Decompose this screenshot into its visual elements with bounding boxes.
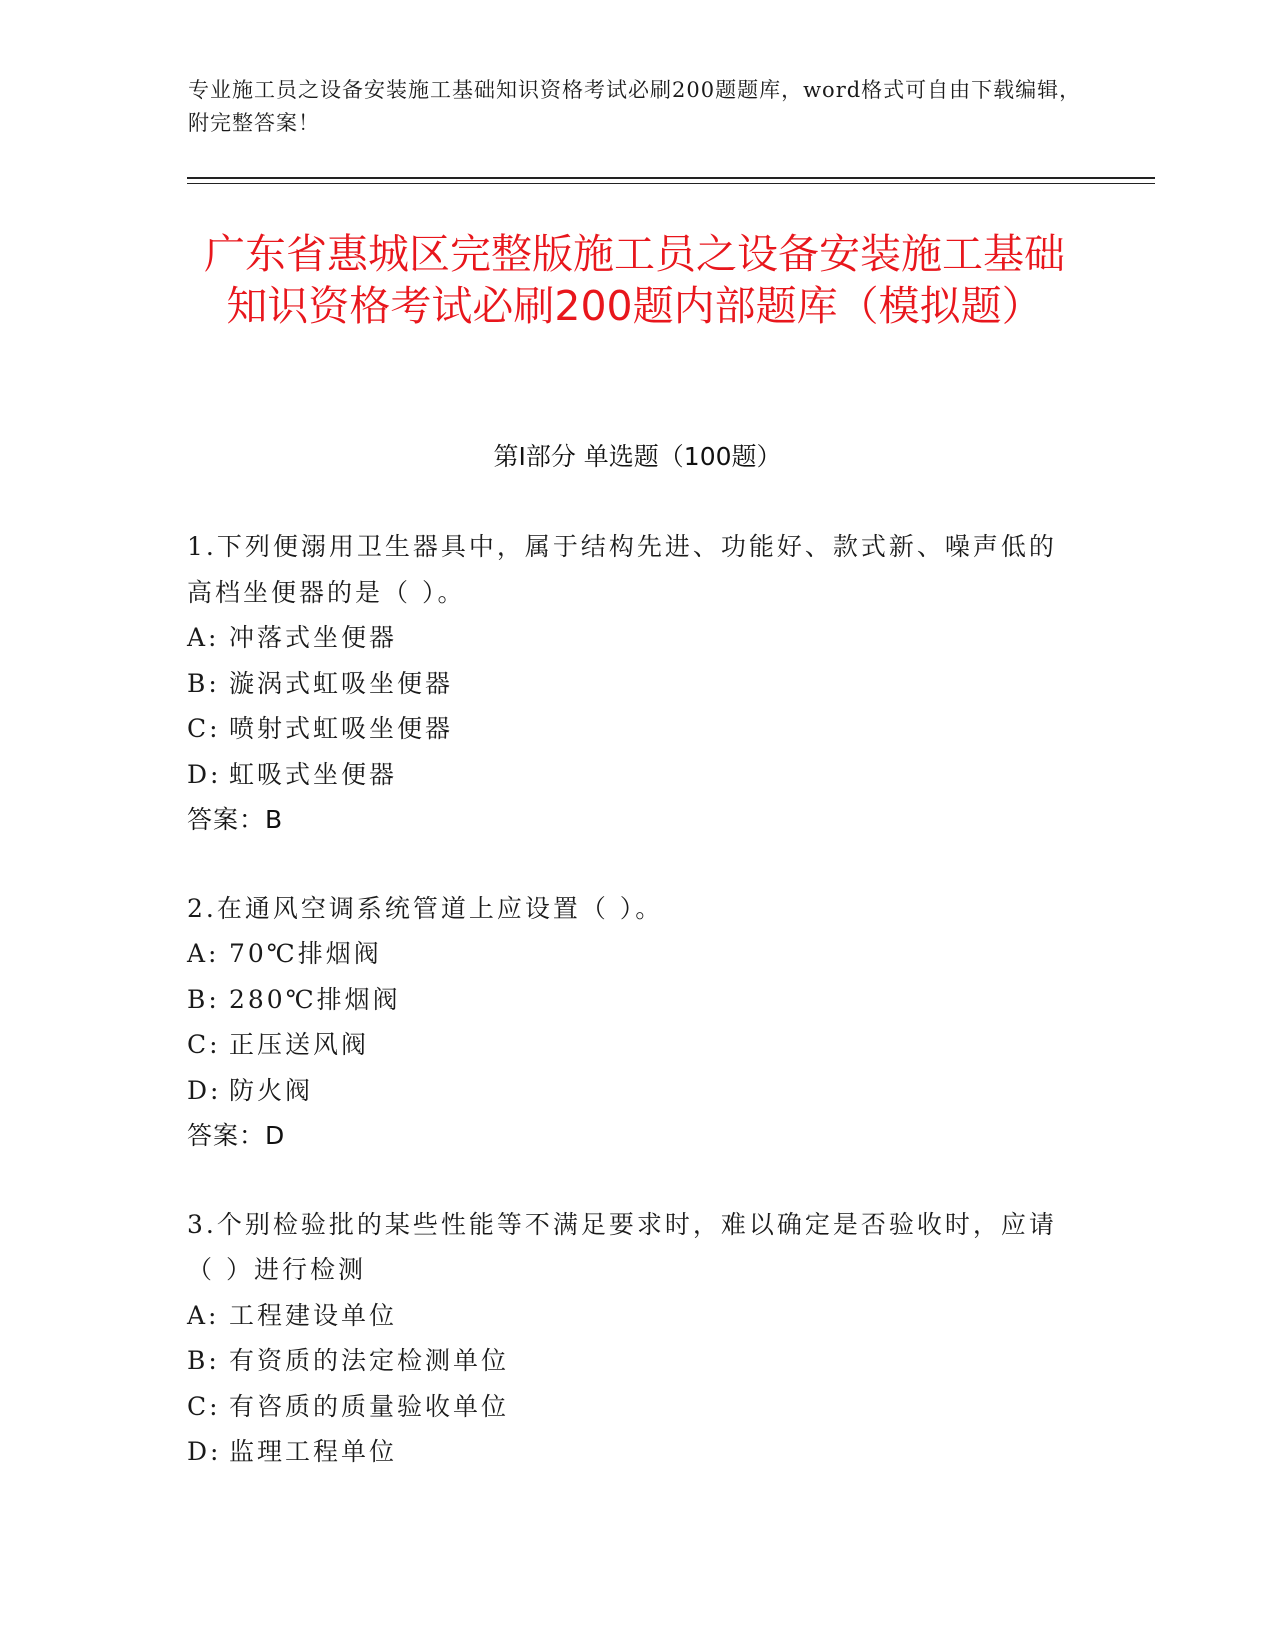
option-text: 工程建设单位 xyxy=(229,1300,398,1330)
question-3 xyxy=(187,1202,1057,1475)
option-text: 正压送风阀 xyxy=(229,1030,370,1059)
option-a xyxy=(187,931,1057,977)
option-letter: B: xyxy=(187,984,220,1014)
question-stem: 1.下列便溺用卫生器具中，属于结构先进、功能好、款式新、噪声低的高档坐便器的是（ ）。 xyxy=(187,532,1057,607)
option-c xyxy=(187,706,1057,752)
question-stem: 3.个别检验批的某些性能等不满足要求时，难以确定是否验收时，应请（ ）进行检测 xyxy=(187,1209,1057,1284)
option-c xyxy=(187,1384,1057,1430)
header-note: 专业施工员之设备安装施工基础知识资格考试必刷200题题库，word格式可自由下载编辑，附完整答案！ xyxy=(188,78,1082,135)
answer-line: 答案：B xyxy=(187,805,284,834)
option-text: 监理工程单位 xyxy=(229,1437,398,1466)
option-c xyxy=(187,1022,1057,1068)
question-stem: 2.在通风空调系统管道上应设置（ ）。 xyxy=(187,893,664,923)
option-letter: D: xyxy=(187,1437,222,1466)
option-text: 冲落式坐便器 xyxy=(229,623,398,652)
option-b xyxy=(187,1338,1057,1384)
document-title: 广东省惠城区完整版施工员之设备安装施工基础知识资格考试必刷200题内部题库（模拟题） xyxy=(204,230,1065,330)
option-letter: A: xyxy=(187,1300,220,1330)
option-letter: C: xyxy=(187,1391,221,1421)
section-title: 第Ⅰ部分 单选题（100题） xyxy=(493,442,782,471)
option-text: 有咨质的质量验收单位 xyxy=(229,1391,510,1421)
option-letter: A: xyxy=(187,939,220,968)
option-d xyxy=(187,1068,1057,1114)
option-b xyxy=(187,661,1057,707)
option-text: 70℃排烟阀 xyxy=(229,939,382,968)
option-b xyxy=(187,977,1057,1023)
option-text: 有资质的法定检测单位 xyxy=(229,1346,510,1375)
option-text: 漩涡式虹吸坐便器 xyxy=(229,668,454,698)
header-rule-thick xyxy=(187,177,1155,179)
option-letter: D: xyxy=(187,759,222,789)
option-a xyxy=(187,615,1057,661)
option-letter: B: xyxy=(187,668,220,698)
option-letter: C: xyxy=(187,714,221,743)
option-d xyxy=(187,1429,1057,1475)
option-letter: A: xyxy=(187,623,220,652)
answer-line: 答案：D xyxy=(187,1121,286,1150)
option-text: 虹吸式坐便器 xyxy=(229,759,398,789)
option-letter: D: xyxy=(187,1075,222,1105)
question-list xyxy=(187,524,1057,1518)
option-text: 喷射式虹吸坐便器 xyxy=(229,714,454,743)
option-letter: C: xyxy=(187,1030,221,1059)
option-a xyxy=(187,1293,1057,1339)
header-rule-thin xyxy=(187,183,1155,184)
question-1 xyxy=(187,524,1057,843)
option-letter: B: xyxy=(187,1346,220,1375)
option-d xyxy=(187,752,1057,798)
option-text: 280℃排烟阀 xyxy=(229,984,401,1014)
option-text: 防火阀 xyxy=(229,1075,314,1105)
question-2 xyxy=(187,886,1057,1159)
